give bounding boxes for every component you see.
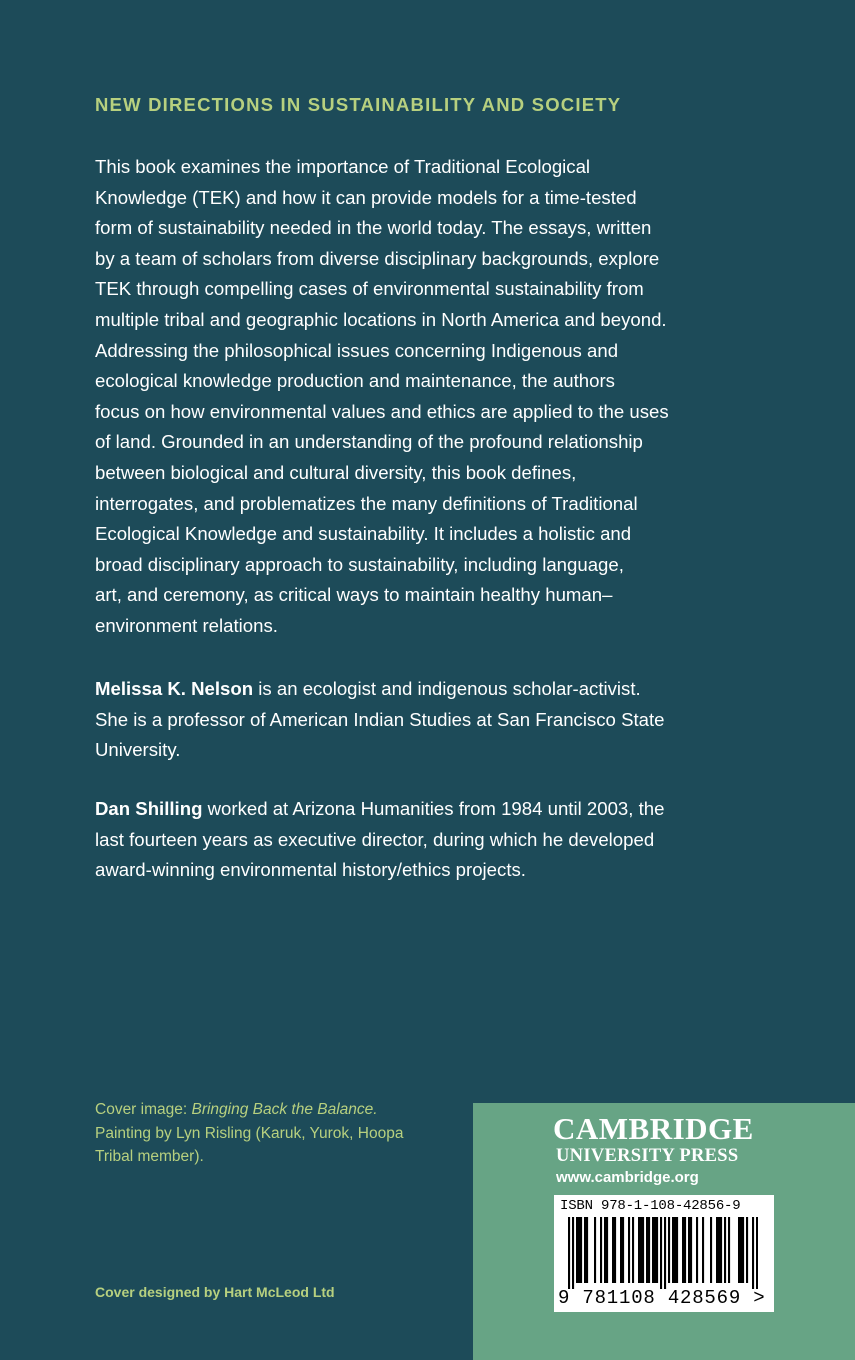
barcode-bar	[682, 1217, 684, 1283]
ean-digits: 9 781108 428569 >	[558, 1287, 766, 1309]
book-description	[95, 152, 705, 642]
description-line: form of sustainability needed in the world today. The essays, written	[95, 217, 652, 239]
barcode-bar	[614, 1217, 616, 1283]
credit-label: Cover image:	[95, 1101, 192, 1118]
bio-text: is an ecologist and indigenous scholar-activist.	[253, 678, 641, 699]
barcode-bar	[638, 1217, 640, 1283]
description-line: TEK through compelling cases of environmental sustainability from	[95, 278, 644, 300]
bio-text: University.	[95, 739, 181, 761]
barcode-bar	[668, 1217, 670, 1283]
barcode-bar	[716, 1217, 718, 1283]
publisher-logo-subname: UNIVERSITY PRESS	[556, 1146, 739, 1166]
barcode-bar	[646, 1217, 648, 1283]
description-line: between biological and cultural diversity, this book defines,	[95, 461, 577, 483]
description-line: This book examines the importance of Traditional Ecological	[95, 156, 591, 177]
barcode-bar	[586, 1217, 588, 1283]
barcode-bar	[656, 1217, 658, 1283]
barcode-bar	[720, 1217, 722, 1283]
description-line: Ecological Knowledge and sustainability. It includes a holistic and	[95, 523, 632, 545]
barcode-bar	[652, 1217, 654, 1283]
barcode-bar	[690, 1217, 692, 1283]
barcode-bar	[648, 1217, 650, 1283]
author-name: Dan Shilling	[95, 798, 203, 819]
barcode-guard-bar	[572, 1217, 574, 1289]
barcode-bar	[578, 1217, 580, 1283]
designer-credit: Cover designed by Hart McLeod Ltd	[95, 1284, 335, 1300]
barcode-bar	[584, 1217, 586, 1283]
author-name: Melissa K. Nelson	[95, 678, 254, 699]
barcode-bar	[696, 1217, 698, 1283]
barcode-bar	[600, 1217, 602, 1283]
barcode-bar	[684, 1217, 686, 1283]
barcode-guard-bar	[756, 1217, 758, 1289]
description-line: multiple tribal and geographic locations in North America and beyond.	[95, 308, 667, 330]
barcode-bar	[676, 1217, 678, 1283]
barcode-bar	[672, 1217, 674, 1283]
barcode-guard-bar	[664, 1217, 666, 1289]
description-line: art, and ceremony, as critical ways to maintain healthy human–	[95, 584, 613, 606]
barcode-bar	[606, 1217, 608, 1283]
description-line: broad disciplinary approach to sustainability, including language,	[95, 553, 624, 575]
barcode-bar	[724, 1217, 726, 1283]
publisher-url: www.cambridge.org	[556, 1169, 699, 1186]
barcode-bar	[640, 1217, 642, 1283]
barcode-bar	[674, 1217, 676, 1283]
barcode-bar	[594, 1217, 596, 1283]
description-line: by a team of scholars from diverse disciplinary backgrounds, explore	[95, 247, 660, 269]
barcode-guard-bar	[660, 1217, 662, 1289]
description-line: interrogates, and problematizes the many definitions of Traditional	[95, 492, 638, 514]
credit-text: Painting by Lyn Risling (Karuk, Yurok, Hoopa	[95, 1124, 404, 1142]
barcode-bar	[642, 1217, 644, 1283]
painting-title: Bringing Back the Balance.	[191, 1101, 378, 1118]
isbn-barcode	[554, 1195, 774, 1312]
barcode-bar	[728, 1217, 730, 1283]
barcode-bar	[742, 1217, 744, 1283]
barcode-bars	[568, 1217, 758, 1289]
description-line: Knowledge (TEK) and how it can provide models for a time-tested	[95, 186, 637, 208]
author-bio-nelson	[95, 674, 705, 766]
bio-text: last fourteen years as executive director, during which he developed	[95, 828, 655, 850]
cover-image-credit	[95, 1098, 455, 1169]
description-line: ecological knowledge production and maintenance, the authors	[95, 370, 615, 392]
description-line: environment relations.	[95, 614, 278, 636]
barcode-bar	[740, 1217, 742, 1283]
barcode-bar	[702, 1217, 704, 1283]
bio-text: She is a professor of American Indian Studies at San Francisco State	[95, 708, 665, 730]
barcode-bar	[718, 1217, 720, 1283]
barcode-guard-bar	[752, 1217, 754, 1289]
description-line: focus on how environmental values and ethics are applied to the uses	[95, 400, 669, 422]
isbn-label: ISBN 978-1-108-42856-9	[560, 1198, 741, 1214]
barcode-bar	[654, 1217, 656, 1283]
series-title: NEW DIRECTIONS IN SUSTAINABILITY AND SOCIETY	[95, 94, 622, 115]
barcode-bar	[746, 1217, 748, 1283]
barcode-bar	[738, 1217, 740, 1283]
description-line: of land. Grounded in an understanding of the profound relationship	[95, 431, 643, 453]
author-bio-shilling	[95, 794, 705, 886]
credit-text: Tribal member).	[95, 1148, 204, 1165]
bio-text: award-winning environmental history/ethics projects.	[95, 859, 526, 881]
barcode-bar	[710, 1217, 712, 1283]
barcode-bar	[580, 1217, 582, 1283]
publisher-panel	[473, 1103, 855, 1360]
description-line: Addressing the philosophical issues concerning Indigenous and	[95, 339, 619, 361]
barcode-bar	[576, 1217, 578, 1283]
barcode-bar	[612, 1217, 614, 1283]
barcode-bar	[622, 1217, 624, 1283]
bio-text: worked at Arizona Humanities from 1984 until 2003, the	[202, 798, 665, 819]
barcode-bar	[620, 1217, 622, 1283]
barcode-bar	[688, 1217, 690, 1283]
barcode-bar	[632, 1217, 634, 1283]
barcode-bar	[628, 1217, 630, 1283]
barcode-bar	[604, 1217, 606, 1283]
publisher-logo-name: CAMBRIDGE	[553, 1111, 754, 1146]
barcode-guard-bar	[568, 1217, 570, 1289]
